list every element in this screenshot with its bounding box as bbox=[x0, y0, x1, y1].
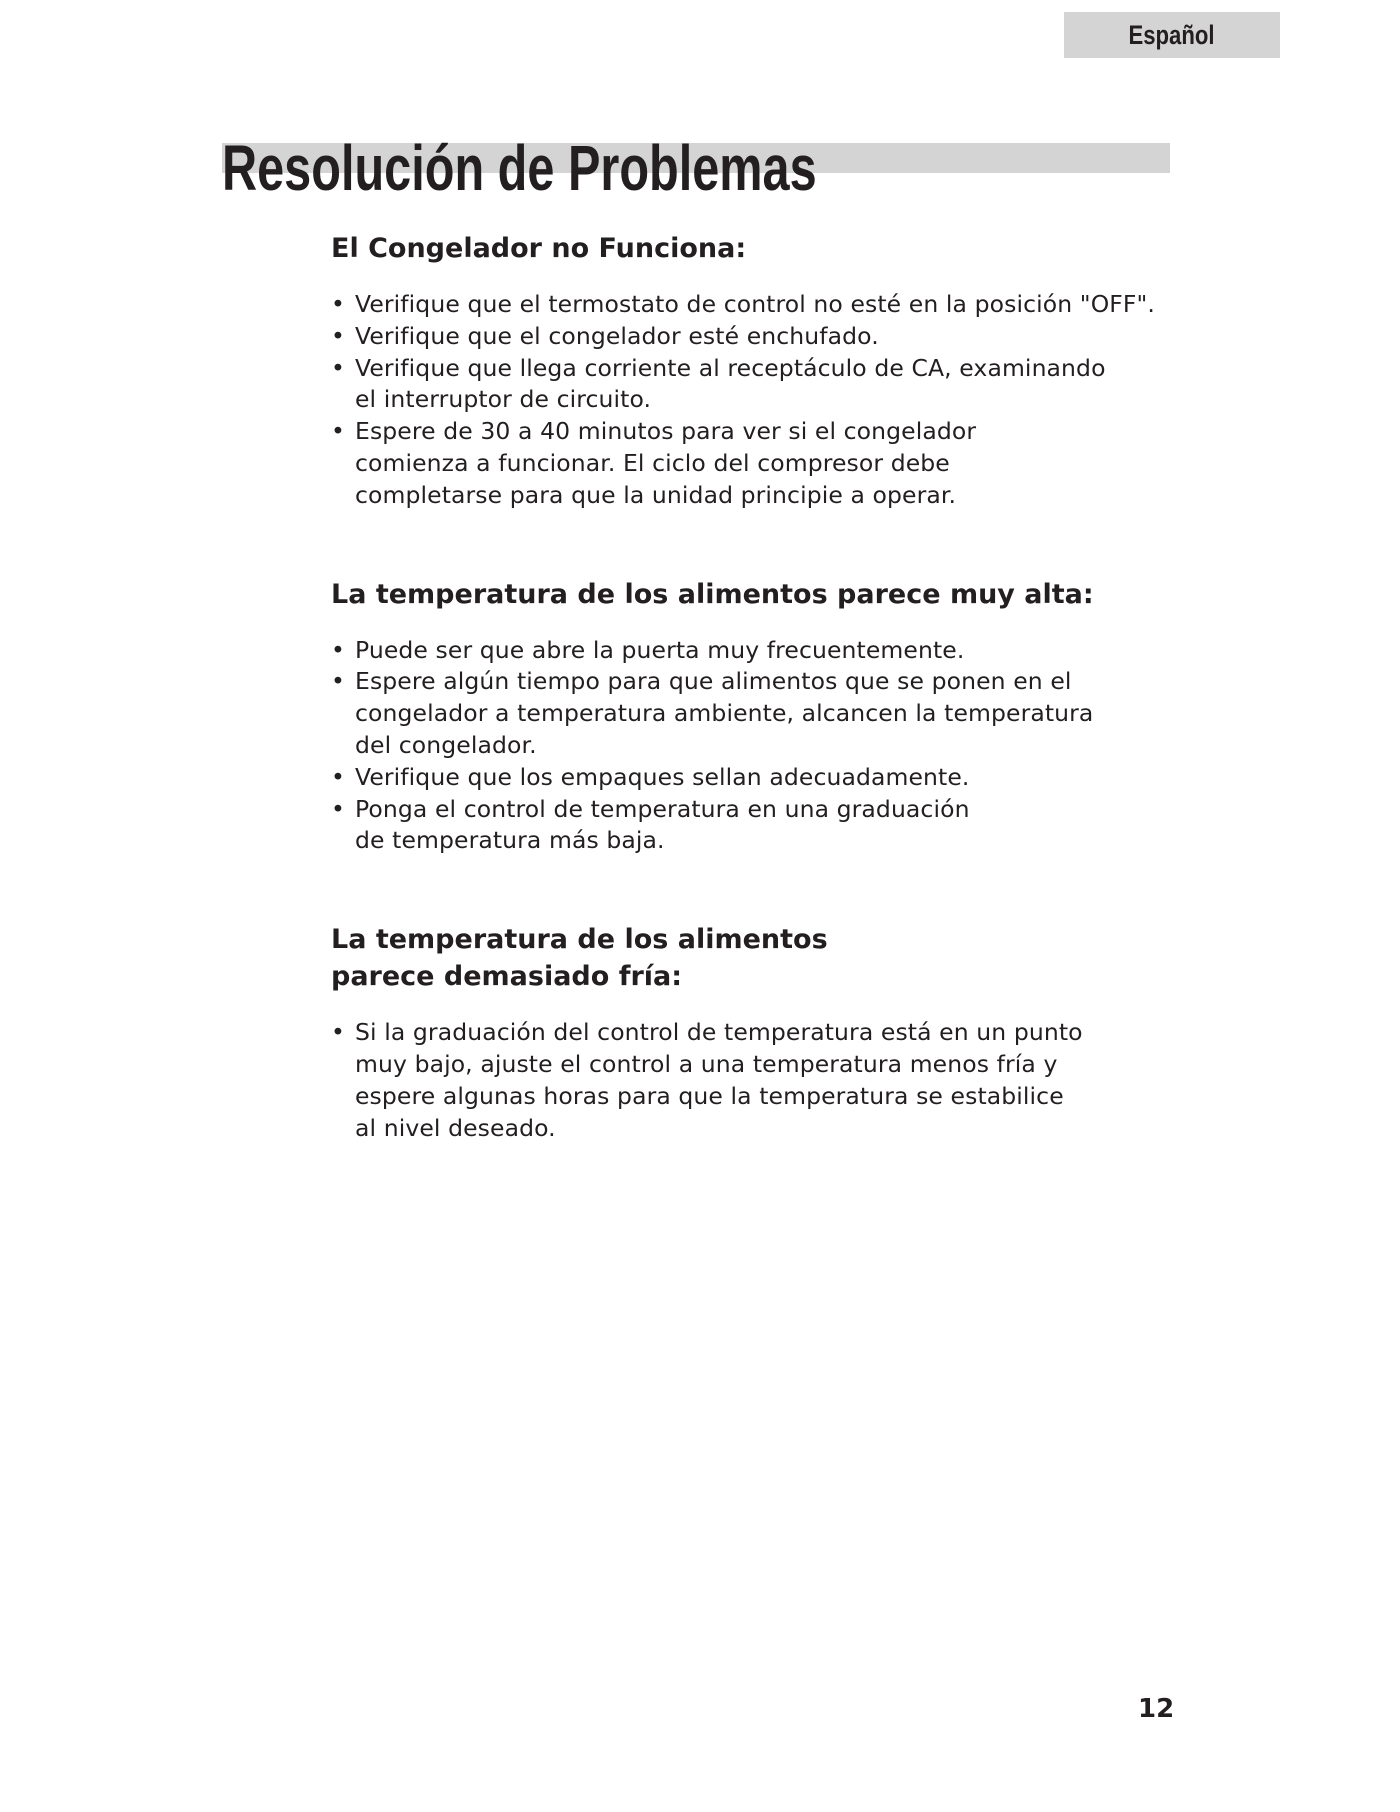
section-heading: El Congelador no Funciona: bbox=[331, 233, 747, 264]
list-item: • Espere de 30 a 40 minutos para ver si el congelador comienza a funcionar. El ciclo del compresor debe completarse para que la unidad principie a operar. bbox=[331, 417, 977, 509]
section-temperature-too-high bbox=[331, 576, 1201, 858]
list-item: • Puede ser que abre la puerta muy frecuentemente. bbox=[331, 635, 1201, 667]
bullet-icon: • bbox=[331, 417, 345, 446]
list-item: • Si la graduación del control de temperatura está en un punto muy bajo, ajuste el control a una temperatura menos fría y espere algunas horas para que la temperatura se estabilice al nivel deseado. bbox=[331, 1018, 1083, 1142]
bullet-icon: • bbox=[331, 353, 345, 382]
section-temperature-too-cold bbox=[331, 921, 1201, 1144]
list-item: • Verifique que los empaques sellan adecuadamente. bbox=[331, 762, 1201, 794]
section-heading: La temperatura de los alimentos parece muy alta: bbox=[331, 578, 1094, 610]
bullet-list bbox=[331, 1017, 1201, 1144]
list-item: • Verifique que llega corriente al receptáculo de CA, examinando el interruptor de circuito. bbox=[331, 353, 1106, 414]
bullet-icon: • bbox=[331, 794, 345, 823]
bullet-icon: • bbox=[331, 667, 345, 696]
bullet-icon: • bbox=[331, 321, 345, 350]
section-heading: La temperatura de los alimentos parece demasiado fría: bbox=[331, 924, 828, 993]
language-tab bbox=[1064, 12, 1280, 58]
page-title: Resolución de Problemas bbox=[222, 132, 817, 204]
bullet-icon: • bbox=[331, 1018, 345, 1047]
bullet-icon: • bbox=[331, 290, 345, 318]
list-item: • Verifique que el termostato de control no esté en la posición "OFF". bbox=[331, 289, 1201, 321]
list-item: • Verifique que el congelador esté enchufado. bbox=[331, 321, 1201, 353]
bullet-list bbox=[331, 289, 1201, 512]
section-freezer-not-working bbox=[331, 230, 1201, 512]
page-number: 12 bbox=[1138, 1694, 1175, 1724]
list-item: • Espere algún tiempo para que alimentos que se ponen en el congelador a temperatura ambiente, alcancen la temperatura del congelador. bbox=[331, 667, 1094, 759]
list-item: • Ponga el control de temperatura en una graduación de temperatura más baja. bbox=[331, 794, 970, 855]
language-label: Español bbox=[1128, 19, 1216, 50]
bullet-list bbox=[331, 635, 1201, 858]
troubleshooting-content bbox=[331, 230, 1201, 1144]
bullet-icon: • bbox=[331, 635, 345, 664]
bullet-icon: • bbox=[331, 762, 345, 791]
